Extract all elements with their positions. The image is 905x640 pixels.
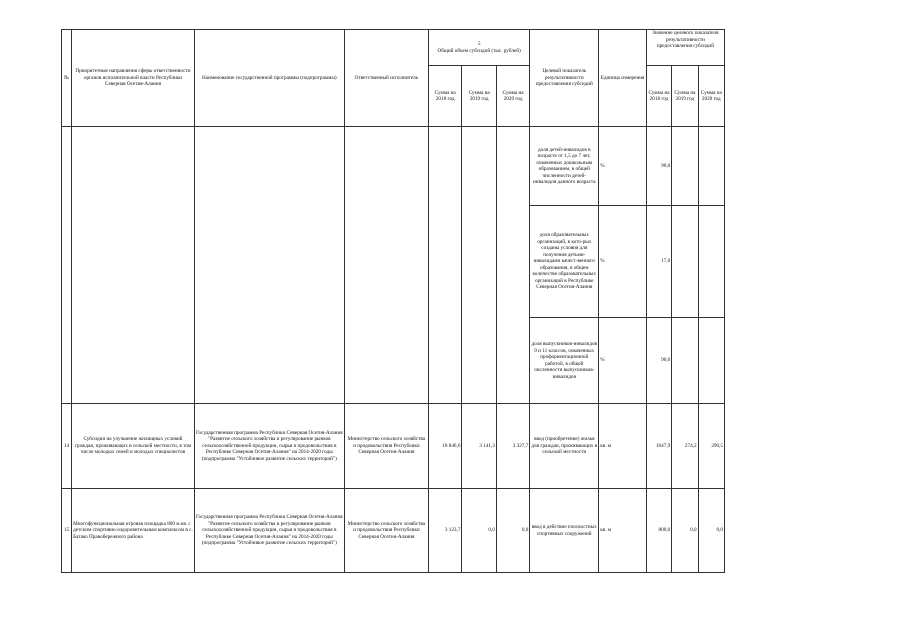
cell-responsible: Министерство сельского хозяйства и продовольствия Республики Северная Осетия-Алания [344, 404, 428, 489]
cell-num: 14 [62, 404, 72, 489]
cell-sum-2020: 0,0 [496, 489, 529, 573]
cell-value-2018: 90,0 [646, 127, 671, 206]
cell-sum-2019: 0,0 [462, 489, 496, 573]
header-sum-2019: Сумма на 2019 год [462, 66, 496, 127]
cell-unit: % [599, 206, 647, 318]
cell-indicator: ввод в действие плоскостных спортивных сооружений [530, 489, 599, 573]
header-num: № [62, 30, 72, 127]
cell-value-2019: 0,0 [672, 489, 698, 573]
cell-value-2019 [672, 127, 698, 206]
cell-indicator: доля выпускников-инвалидов 9 и 11 классов, охваченных профориентационной работой, в общей численности выпускников-инвалидов [530, 318, 599, 404]
header-sum-2018: Сумма на 2018 год [428, 66, 461, 127]
cell-responsible: Министерство сельского хозяйства и продовольствия Республики Северная Осетия-Алания [344, 489, 428, 573]
header-program: Наименование государственной программы (подпрограммы) [194, 30, 344, 127]
header-indicator: Целевой показатель результативности предоставления субсидий [530, 30, 599, 127]
cell-indicator: доля детей-инвалидов в возрасте от 1,5 до 7 лет, охваченных дошкольным образованием, в общей численности детей-инвалидов данного возраста [530, 127, 599, 206]
cell-sum-2020 [496, 127, 529, 404]
header-value-2018: Сумма на 2018 год [646, 66, 671, 127]
header-unit: Единица измерения [599, 30, 647, 127]
cell-value-2020 [698, 206, 724, 318]
cell-sum-2019 [462, 127, 496, 404]
cell-program: Государственная программа Республики Северная Осетия-Алания "Развитие сельского хозяйства и регулирование рынков сельскохозяйственной продукции, сырья и продовольствия в Республике Северная Осетия-Алания" на 2014-2020 годы (подпрограмма "Устойчивое развитие сельских территорий") [194, 489, 344, 573]
cell-responsible [344, 127, 428, 404]
cell-sphere: Многофункциональная игровая площадка 800 м.кв. с детским спортивно-оздоровительным комплексом в с. Батако Правобережного района [72, 489, 195, 573]
cell-sum-2018: 3 123,7 [428, 489, 461, 573]
cell-indicator: ввод (приобретение) жилья для граждан, проживающих в сельской местности [530, 404, 599, 489]
cell-sum-2018 [428, 127, 461, 404]
cell-sphere: Субсидии на улучшение жилищных условий граждан, проживающих в сельской местности, в том числе молодых семей и молодых специалистов [72, 404, 195, 489]
cell-unit: кв. м [599, 404, 647, 489]
cell-sum-2020: 3 327,7 [496, 404, 529, 489]
cell-value-2018: 90,0 [646, 318, 671, 404]
cell-value-2018: 1647,9 [646, 404, 671, 489]
cell-value-2018: 800,0 [646, 489, 671, 573]
header-total-note: 5 [477, 41, 481, 47]
header-responsible: Ответственный исполнитель [344, 30, 428, 127]
cell-value-2020 [698, 127, 724, 206]
cell-value-2018: 17,0 [646, 206, 671, 318]
table-row [62, 127, 725, 206]
header-value-2020: Сумма на 2020 год [698, 66, 724, 127]
cell-sum-2019: 3 141,3 [462, 404, 496, 489]
cell-sphere [72, 127, 195, 404]
header-total-label: Общий объем субсидий (тыс. рублей) [437, 47, 521, 54]
cell-indicator: доля образовательных организаций, в кото-рых созданы условия для получения детьми-инвалидами качест-венного образования, в общем количестве образовательных организаций в Республике Северная Осетия-Алания [530, 206, 599, 318]
cell-unit: кв. м [599, 489, 647, 573]
cell-sum-2018: 18 846,6 [428, 404, 461, 489]
cell-value-2020: 290,5 [698, 404, 724, 489]
cell-unit: % [599, 318, 647, 404]
header-total [428, 30, 529, 66]
cell-value-2019: 274,2 [672, 404, 698, 489]
cell-program: Государственная программа Республики Северная Осетия-Алания "Развитие сельского хозяйства и регулирование рынков сельскохозяйственной продукции, сырья и продовольствия в Республике Северная Осетия-Алания" на 2014-2020 годы (подпрограмма "Устойчивое развитие сельских территорий") [194, 404, 344, 489]
table-row [62, 489, 725, 573]
cell-num [62, 127, 72, 404]
cell-value-2020: 0,0 [698, 489, 724, 573]
cell-unit: % [599, 127, 647, 206]
subsidy-table [61, 29, 725, 573]
cell-value-2019 [672, 318, 698, 404]
header-row-1 [62, 30, 725, 66]
cell-program [194, 127, 344, 404]
header-values: Значение целевого показателя результативности предоставления субсидий [646, 30, 724, 66]
header-sum-2020: Сумма на 2020 год [496, 66, 529, 127]
cell-value-2019 [672, 206, 698, 318]
cell-num: 15 [62, 489, 72, 573]
header-value-2019: Сумма на 2019 год [672, 66, 698, 127]
table-row [62, 404, 725, 489]
cell-value-2020 [698, 318, 724, 404]
header-sphere: Приоритетные направления сферы ответственности органов исполнительной власти Республики Северная Осетия-Алания [72, 30, 195, 127]
